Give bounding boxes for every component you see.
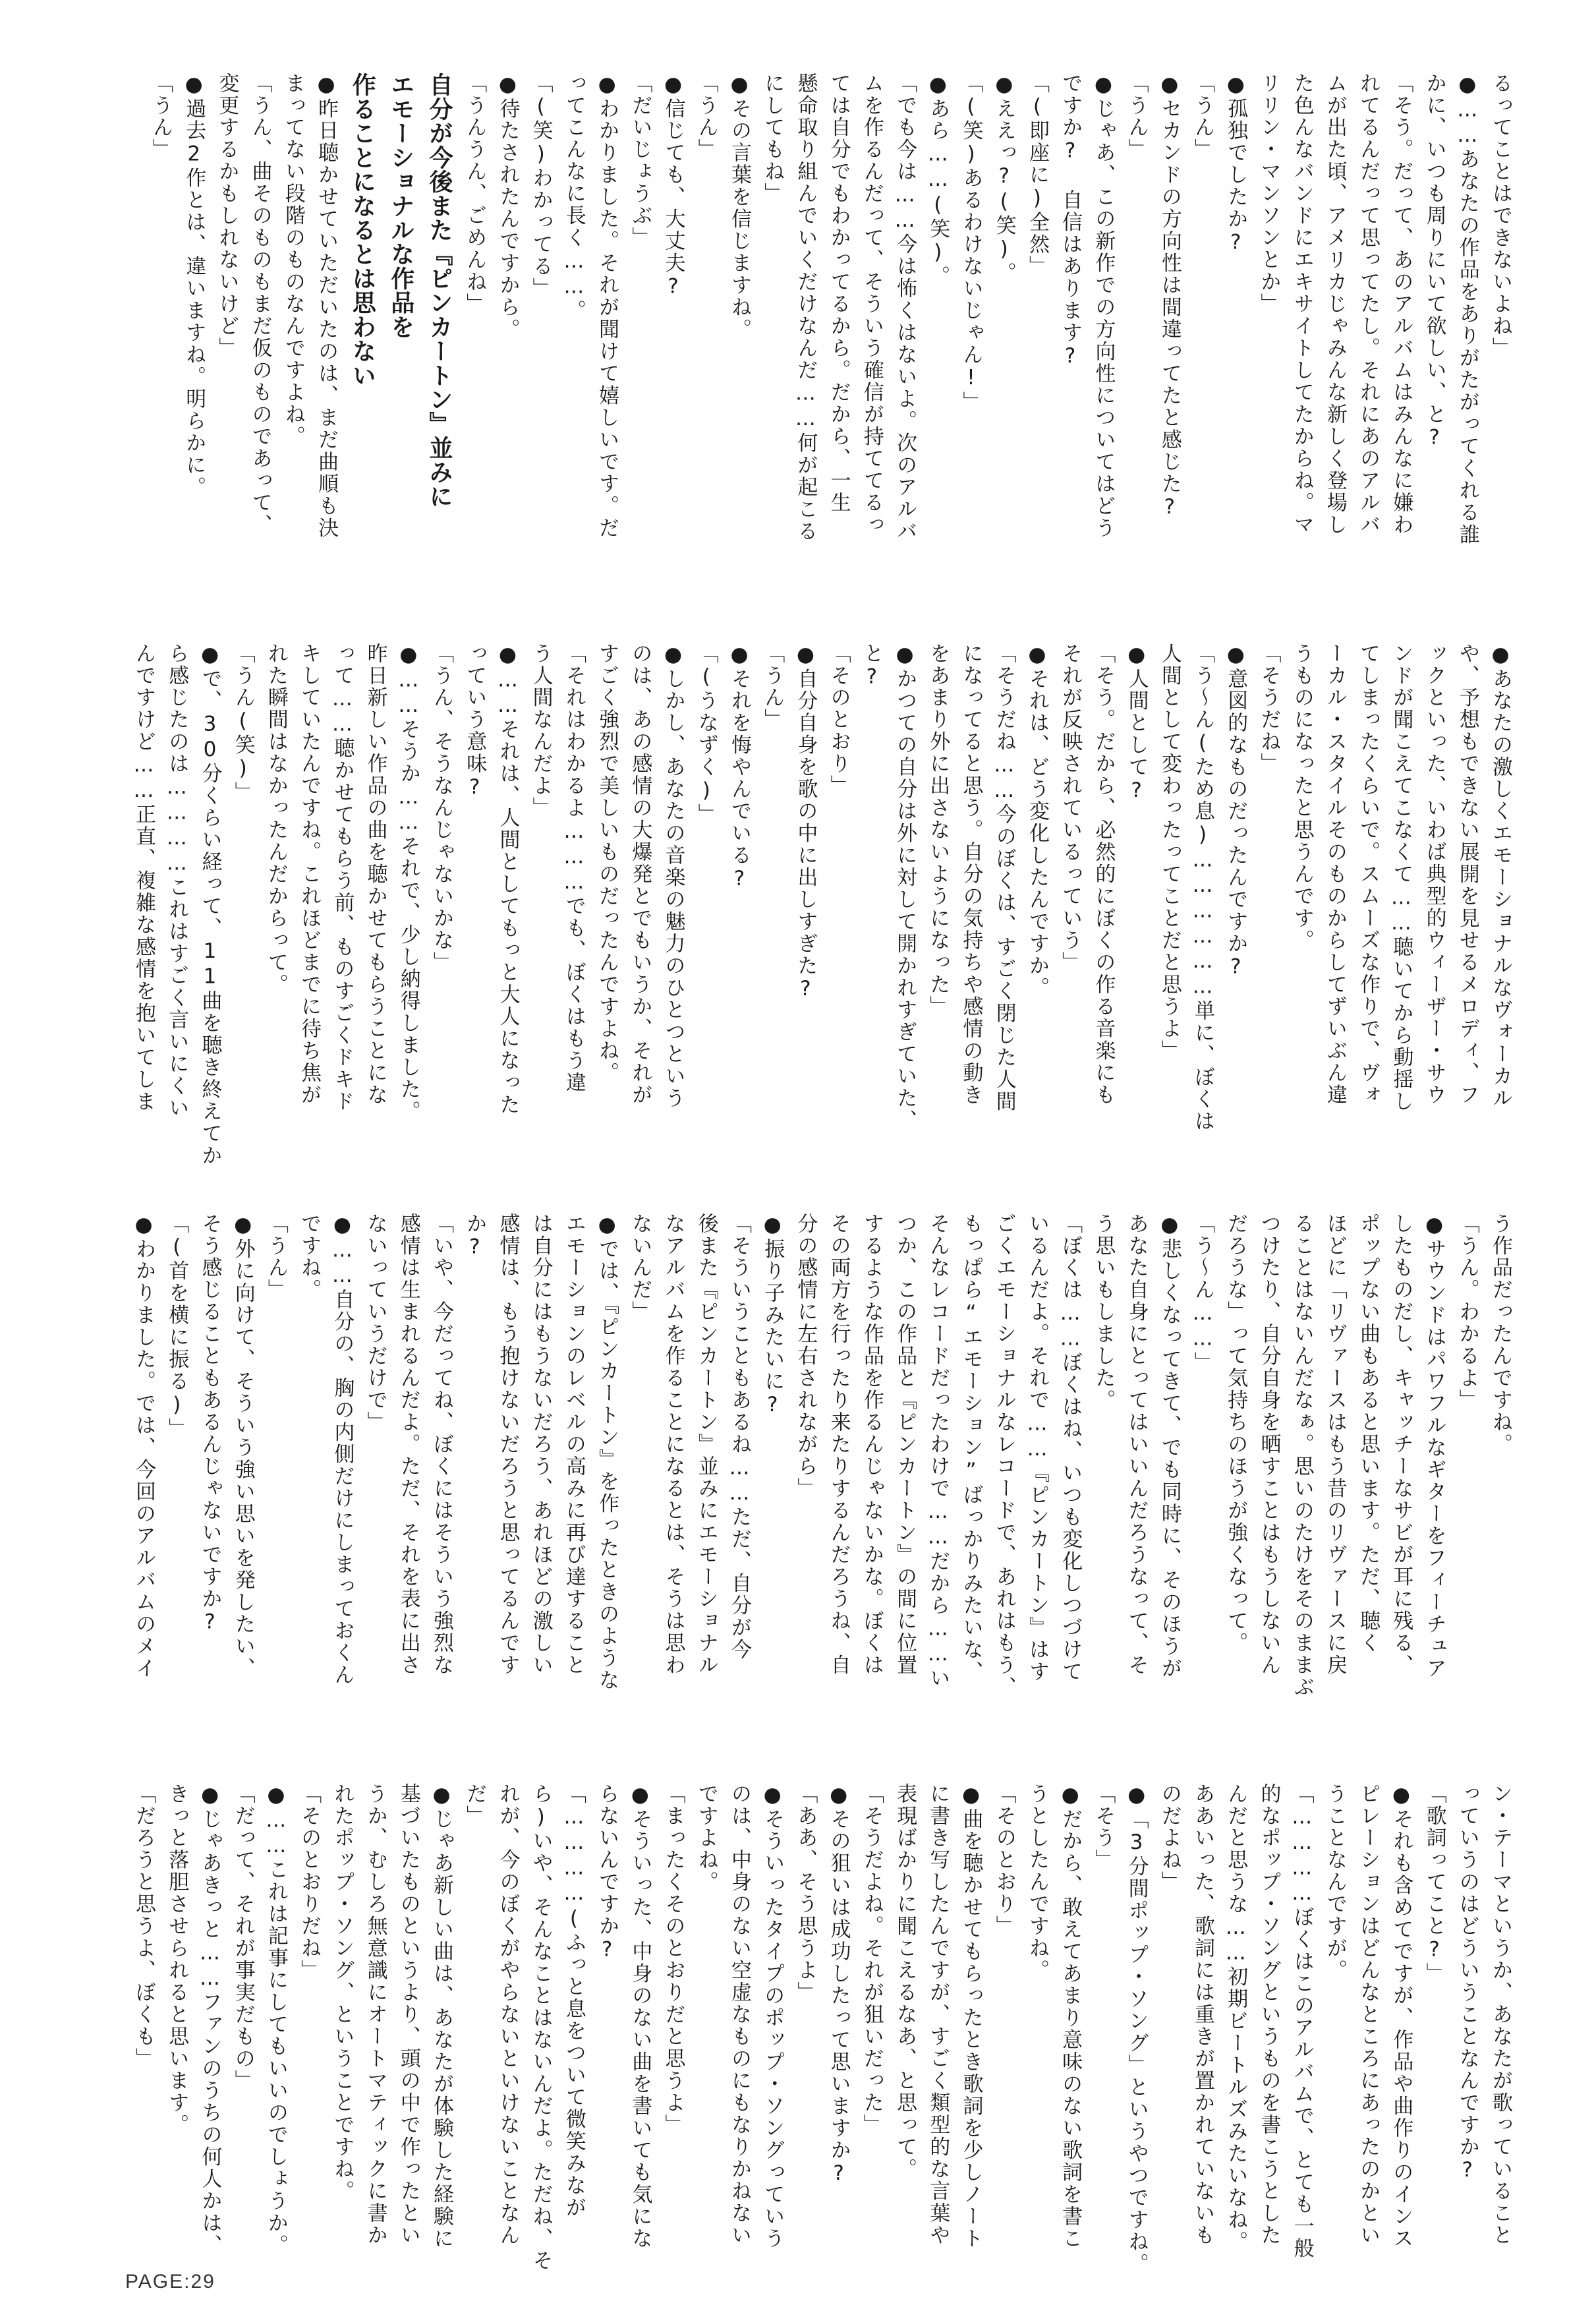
text-line: 「そうだよね。それが狙いだった」	[859, 1783, 884, 2136]
text-line: 「いや、今だってね、ぼくにはそういう強烈な	[430, 1213, 453, 1677]
text-line: かに、いつも周りにいて欲しい、と?	[1422, 73, 1446, 452]
text-line: 「歌詞ってこと?」	[1422, 1783, 1446, 1985]
section-heading: エモーショナルな作品を	[387, 73, 414, 339]
text-line: ●セカンドの方向性は間違ってたと感じた?	[1157, 73, 1182, 521]
text-line: れた瞬間はなかったんだからって。	[264, 643, 288, 996]
text-line: 的なポップ・ソングというものを書こうとした	[1257, 1783, 1281, 2247]
text-line: ほどに「リヴァースはもう昔のリヴァースに戻	[1323, 1213, 1347, 1677]
text-line: ●だから、敢えてあまり意味のない歌詞を書こ	[1058, 1783, 1083, 2250]
page-number: PAGE:29	[125, 2271, 215, 2292]
text-line: ーカル・スタイルそのものからしてずいぶん違	[1323, 643, 1347, 1107]
text-line: ●わかりました。では、今回のアルバムのメイ	[132, 1213, 156, 1680]
text-line: 「そう。だから、必然的にぼくの作る音楽にも	[1091, 643, 1116, 1107]
text-block-bottom	[132, 1783, 1517, 2275]
text-line: 「うん」	[1124, 73, 1149, 161]
text-line: ●……そうか……それで、少し納得しました。	[396, 643, 420, 1123]
text-line: ックといった、いわば典型的ウィーザー・サウ	[1422, 643, 1446, 1107]
text-line: ●人間として?	[1124, 643, 1149, 804]
text-line: ●サウンドはパワフルなギターをフィーチュア	[1422, 1213, 1446, 1680]
text-line: 「そう」	[1091, 1783, 1116, 1871]
text-line: 人間として変わったってことだと思うよ」	[1157, 643, 1182, 1063]
text-line: ●そういった、中身のない曲を書いても気にな	[628, 1783, 652, 2250]
text-line: つか、この作品と『ピンカートン』の間に位置	[893, 1213, 917, 1677]
text-line: ●ええっ?(笑)。	[992, 73, 1016, 285]
text-line: それが反映されているっていう」	[1058, 643, 1083, 974]
text-line: つけたり、自分自身を晒すことはもうしないん	[1257, 1213, 1281, 1677]
text-line: ●「3分間ポップ・ソング」というやつですね。	[1124, 1783, 1149, 2275]
text-line: ン・テーマというか、あなたが歌っていること	[1489, 1783, 1512, 2247]
text-line: って……聴かせてもらう前、ものすごくドキド	[330, 643, 355, 1113]
text-line: ですね。	[297, 1213, 322, 1301]
text-line: 感情は、もう抱けないだろうと思ってるんです	[496, 1213, 520, 1677]
text-line: うとしたんですね。	[1025, 1783, 1049, 1982]
text-line: 「う〜ん……」	[1191, 1213, 1215, 1374]
text-line: ●昨日聴かせていただいたのは、まだ曲順も決	[314, 73, 339, 540]
text-line: ああいった、歌詞には重きが置かれていないも	[1191, 1783, 1215, 2247]
text-line: エモーションのレベルの高みに再び達すること	[561, 1213, 586, 1677]
text-line: 「だいじょうぶ」	[628, 73, 652, 249]
section-heading: 自分が今後また『ピンカートン』並みに	[426, 73, 453, 508]
text-line: ですよね。	[694, 1783, 718, 1894]
text-line: だろうな」って気持ちのほうが強くなって。	[1224, 1213, 1248, 1654]
text-line: ら感じたのは…………これはすごく言いにくい	[165, 643, 189, 1120]
text-line: ●曲を聴かせてもらったとき歌詞を少しノート	[959, 1783, 983, 2250]
text-line: 「うん(笑)」	[231, 643, 255, 804]
text-line: う思いもしました。	[1091, 1213, 1116, 1412]
text-line: か?	[463, 1213, 487, 1260]
text-line: た色んなバンドにエキサイトしてたからね。マ	[1290, 73, 1314, 537]
text-line: 「まったくそのとおりだと思うよ」	[661, 1783, 685, 2136]
text-block-top-right	[148, 73, 1517, 567]
text-line: まってない段階のものなんですよね。	[281, 73, 305, 448]
text-line: ●外に向けて、そういう強い思いを発したい、	[231, 1213, 255, 1680]
text-line: をあまり外に出さないようになった」	[926, 643, 950, 1018]
text-line: 懸命取り組んでいくだけなんだ……何が起こる	[793, 73, 818, 543]
text-line: 「うん、そうなんじゃないかな」	[430, 643, 453, 974]
text-line: 「…………ぼくはこのアルバムで、とても一般	[1290, 1783, 1314, 2260]
text-line: ては自分でもわかってるから。だから、一生	[826, 73, 851, 514]
text-line: ンドが聞こえてこなくて……聴いてから動揺し	[1389, 643, 1413, 1113]
text-line: う人間なんだよ」	[528, 643, 553, 819]
text-line: 「う〜ん(ため息)………………単に、ぼくは	[1191, 643, 1215, 1133]
text-line: ●その言葉を信じますね。	[727, 73, 751, 341]
text-line: 「ぼくは……ぼくはね、いつも変化しつづけて	[1058, 1213, 1083, 1683]
text-line: ●待たされたんですから。	[496, 73, 520, 341]
text-line: らないんですか?	[595, 1783, 619, 1963]
text-line: るってことはできないよね」	[1489, 73, 1512, 360]
text-line: 昨日新しい作品の曲を聴かせてもらうことにな	[363, 643, 387, 1107]
text-line: あなた自身にとってはいいんだろうなって、そ	[1124, 1213, 1149, 1677]
text-line: ムを作るんだって、そういう確信が持ててるっ	[859, 73, 884, 537]
text-line: 「そのとおりだね」	[297, 1783, 322, 1982]
text-line: そう感じることもあるんじゃないですか?	[198, 1213, 222, 1636]
text-line: いるんだよ。それで……『ピンカートン』はす	[1025, 1213, 1049, 1683]
text-line: 「そうだね……今のぼくは、すごく閉じた人間	[992, 643, 1016, 1113]
section-heading: 作ることになるとは思わない	[349, 73, 376, 388]
text-line: てしまったくらいで。スムーズな作りで、ヴォ	[1356, 643, 1381, 1107]
text-line: ●……あなたの作品をありがたがってくれる誰	[1455, 73, 1479, 546]
text-line: ●では、『ピンカートン』を作ったときのような	[595, 1213, 619, 1692]
text-line: のは、中身のない空虚なものにもなりかねない	[727, 1783, 751, 2247]
text-line: んですけど……正直、複雑な感情を抱いてしま	[132, 643, 156, 1113]
text-line: っていう意味?	[463, 643, 487, 801]
text-line: ●……それは、人間としてもっと大人になった	[496, 643, 520, 1117]
text-line: ●じゃあ、この新作での方向性についてはどう	[1091, 73, 1116, 540]
text-line: ごくエモーショナルなレコードで、あれはもう、	[992, 1213, 1016, 1699]
text-line: 「うん」	[264, 1213, 288, 1301]
text-line: 基づいたものというより、頭の中で作ったとい	[396, 1783, 420, 2247]
text-line: ピレーションはどんなところにあったのかとい	[1356, 1783, 1381, 2247]
text-line: ●それは、どう変化したんですか。	[1025, 643, 1049, 999]
text-line: 「だって、それが事実だもの」	[231, 1783, 255, 2092]
text-line: ることはないんだなぁ。思いのたけをそのままぶ	[1290, 1213, 1314, 1699]
text-line: 「うん」	[760, 643, 785, 731]
text-line: ●信じても、大丈夫?	[661, 73, 685, 300]
text-line: すごく強烈で美しいものだったんですよね。	[595, 643, 619, 1084]
text-line: う作品だったんですね。	[1489, 1213, 1512, 1456]
text-line: ●そういったタイプのポップ・ソングっていう	[760, 1783, 785, 2250]
text-line: 表現ばかりに聞こえるなあ、と思って。	[893, 1783, 917, 2180]
text-line: うものになったと思うんです。	[1290, 643, 1314, 952]
text-line: のは、あの感情の大爆発とでもいうか、それが	[628, 643, 652, 1107]
text-line: んだと思うな……初期ビートルズみたいなね。	[1224, 1783, 1248, 2254]
text-line: ●自分自身を歌の中に出しすぎた?	[793, 643, 818, 1003]
text-line: したものだし、キャッチーなサビが耳に残る、	[1389, 1213, 1413, 1677]
text-line: だ」	[463, 1783, 487, 1827]
text-line: きっと落胆させられると思います。	[165, 1783, 189, 2136]
text-line: 「そう。だって、あのアルバムはみんなに嫌わ	[1389, 73, 1413, 537]
text-line: ●過去2作とは、違いますね。明らかに。	[182, 73, 206, 499]
text-line: 変更するかもしれないけど」	[215, 73, 239, 360]
text-line: 分の感情に左右されながら」	[793, 1213, 818, 1500]
text-line: 「…………(ふっと息をついて微笑みなが	[561, 1783, 586, 2219]
text-line: その両方を行ったり来たりするんだろうね、自	[826, 1213, 851, 1677]
text-line: 「うん。わかるよ」	[1455, 1213, 1479, 1412]
text-line: 「うんうん、ごめんね」	[463, 73, 487, 316]
text-line: うことなんですが。	[1323, 1783, 1347, 1982]
text-line: ムが出た頃、アメリカじゃみんな新しく登場し	[1323, 73, 1347, 537]
text-line: ●しかし、あなたの音楽の魅力のひとつという	[661, 643, 685, 1110]
text-line: うか、むしろ無意識にオートマティックに書か	[363, 1783, 387, 2247]
text-line: するような作品を作るんじゃないかな。ぼくは	[859, 1213, 884, 1677]
text-line: っていうのはどういうことなんですか?	[1455, 1783, 1479, 2184]
text-line: ●それを悔やんでいる?	[727, 643, 751, 892]
text-line: に書き写したんですが、すごく類型的な言葉や	[926, 1783, 950, 2247]
text-line: れが、今のぼくがやらないといけないことなん	[496, 1783, 520, 2247]
text-line: 「ああ、そう思うよ」	[793, 1783, 818, 2004]
text-line: ●あなたの激しくエモーショナルなヴォーカル	[1489, 643, 1512, 1110]
text-line: 「そのとおり」	[826, 643, 851, 798]
text-line: ないっていうだけで」	[363, 1213, 387, 1434]
text-line: ●かつての自分は外に対して開かれすぎていた、	[893, 643, 917, 1132]
text-line: 「うん」	[1191, 73, 1215, 161]
text-line: ●その狙いは成功したって思いますか?	[826, 1783, 851, 2187]
text-line: 「そうだね」	[1257, 643, 1281, 775]
text-block-3	[132, 1213, 1517, 1701]
text-line: ●悲しくなってきて、でも同時に、そのほうが	[1157, 1213, 1182, 1680]
text-line: 後また『ピンカートン』並みにエモーショナル	[694, 1213, 718, 1677]
text-line: ら)いや、そんなことはないんだよ。ただね、そ	[528, 1783, 553, 2272]
text-line: のだよね」	[1157, 1783, 1182, 1894]
text-line: 「そのとおり」	[992, 1783, 1016, 1938]
text-line: ●意図的なものだったんですか?	[1224, 643, 1248, 981]
text-line: 「それはわかるよ………でも、ぼくはもう違	[561, 643, 586, 1094]
text-line: れたポップ・ソング、ということですね。	[330, 1783, 355, 2203]
text-line: ないんだ」	[628, 1213, 652, 1324]
text-line: ですか? 自信はあります?	[1058, 73, 1083, 370]
text-line: ●じゃあきっと……ファンのうちの何人かは、	[198, 1783, 222, 2257]
text-block-2	[132, 643, 1517, 1167]
text-line: リリン・マンソンとか」	[1257, 73, 1281, 316]
text-line: にしてもね」	[760, 73, 785, 205]
text-line: なアルバムを作ることになるとは、そうは思わ	[661, 1213, 685, 1677]
text-line: 「うん」	[694, 73, 718, 161]
text-line: や、予想もできない展開を見せるメロディ、フ	[1455, 643, 1479, 1107]
text-line: ●で、30分くらい経って、11曲を聴き終えてか	[198, 643, 222, 1167]
text-line: 感情は生まれるんだよ。ただ、それを表に出さ	[396, 1213, 420, 1677]
text-line: 「(首を横に振る)」	[165, 1213, 189, 1440]
text-line: 「(笑)あるわけないじゃん!」	[959, 73, 983, 414]
text-line: ●それも含めてですが、作品や曲作りのインス	[1389, 1783, 1413, 2250]
text-line: 「うん」	[148, 73, 173, 161]
text-line: 「うん、曲そのものもまだ仮のものであって、	[248, 73, 272, 537]
text-line: 「そういうこともあるね……ただ、自分が今	[727, 1213, 751, 1661]
text-line: ●孤独でしたか?	[1224, 73, 1248, 256]
text-line: 「(うなずく)」	[694, 643, 718, 826]
text-line: は自分にはもうないだろう、あれほどの激しい	[528, 1213, 553, 1677]
text-line: ってこんなに長く……。	[561, 73, 586, 322]
text-line: そんなレコードだったわけで……だから……い	[926, 1213, 950, 1690]
text-line: ●……これは記事にしてもいいのでしょうか。	[264, 1783, 288, 2257]
text-line: 「だろうと思うよ、ぼくも」	[132, 1783, 156, 2070]
text-line: ●振り子みたいに?	[760, 1213, 785, 1418]
text-line: 「(笑)わかってる」	[528, 73, 553, 300]
text-line: と?	[859, 643, 884, 690]
text-line: になってると思う。自分の気持ちや感情の動き	[959, 643, 983, 1107]
text-line: ●あら……(笑)。	[926, 73, 950, 288]
text-line: もっぱら“エモーション”ばっかりみたいな、	[959, 1213, 983, 1683]
text-line: ●わかりました。それが聞けて嬉しいです。だ	[595, 73, 619, 540]
text-line: 「でも今は……今は怖くはないよ。次のアルバ	[893, 73, 917, 543]
text-line: ●じゃあ新しい曲は、あなたが体験した経験に	[430, 1783, 453, 2250]
text-line: キしていたんですね。これほどまでに待ち焦が	[297, 643, 322, 1107]
text-line: 「(即座に)全然」	[1025, 73, 1049, 278]
text-line: ポップない曲もあると思います。ただ、聴く	[1356, 1213, 1381, 1654]
text-line: ●……自分の、胸の内側だけにしまっておくん	[330, 1213, 355, 1687]
text-line: れてるんだって思ってたし。それにあのアルバ	[1356, 73, 1381, 537]
